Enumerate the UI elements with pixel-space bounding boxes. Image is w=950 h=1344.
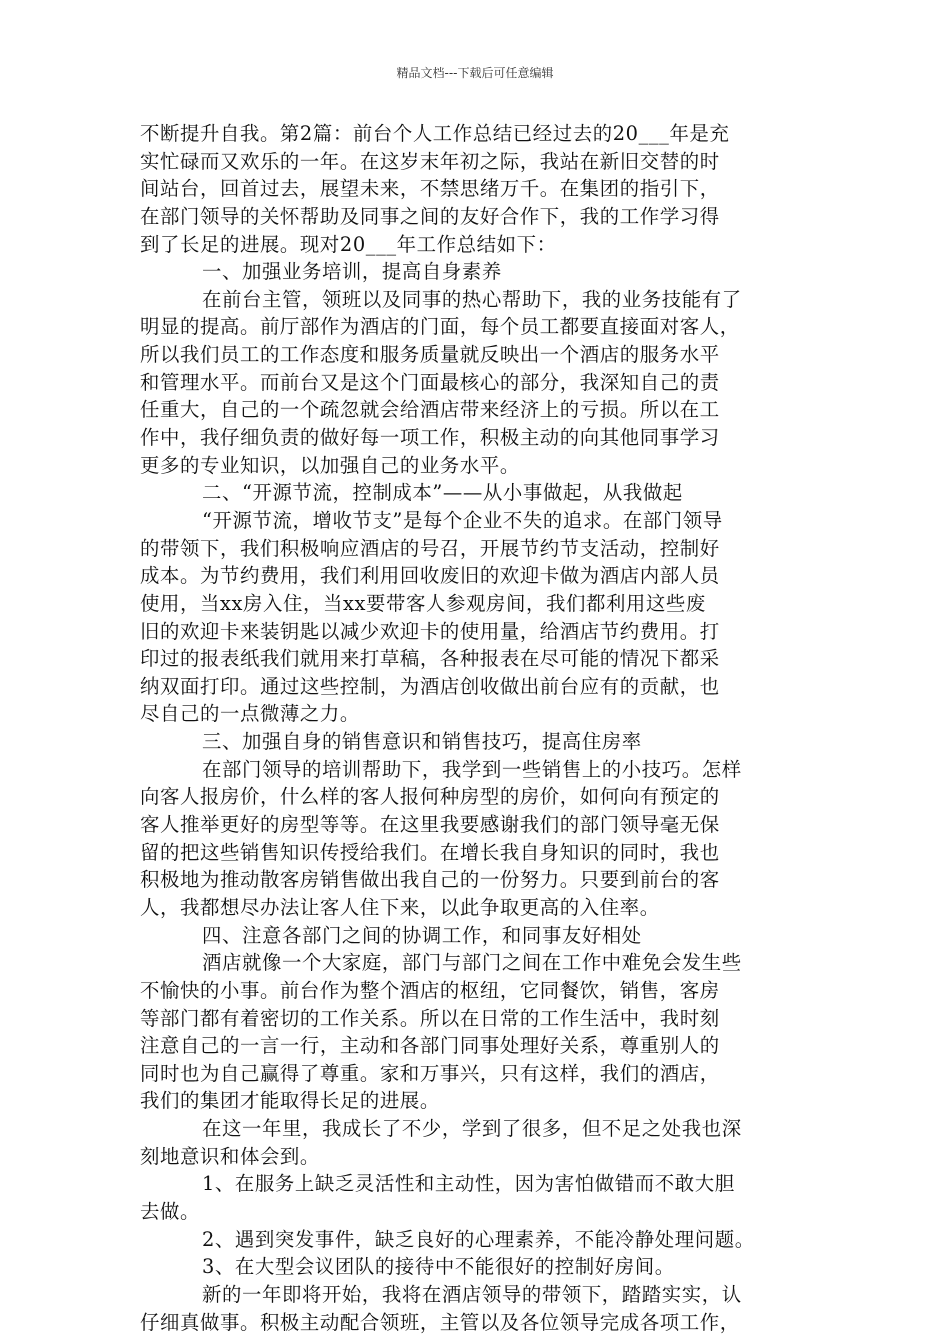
text-line: 明显的提高。前厅部作为酒店的门面，每个员工都要直接面对客人， <box>140 315 740 339</box>
section-heading-3: 三、加强自身的销售意识和销售技巧，提高住房率 <box>202 730 642 754</box>
text-line: 人，我都想尽办法让客人住下来，以此争取更高的入住率。 <box>140 895 660 919</box>
text-line: 新的一年即将开始，我将在酒店领导的带领下，踏踏实实，认 <box>202 1282 742 1306</box>
text-line: 和管理水平。而前台又是这个门面最核心的部分，我深知自己的责 <box>140 370 720 394</box>
text-line: 积极地为推动散客房销售做出我自己的一份努力。只要到前台的客 <box>140 868 720 892</box>
text-line: 在这一年里，我成长了不少，学到了很多，但不足之处我也深 <box>202 1117 742 1141</box>
text-line: 去做。 <box>140 1199 200 1223</box>
text-line: 旧的欢迎卡来装钥匙以减少欢迎卡的使用量，给酒店节约费用。打 <box>140 619 720 643</box>
text-line: 作中，我仔细负责的做好每一项工作，积极主动的向其他同事学习 <box>140 426 720 450</box>
text-line: 向客人报房价，什么样的客人报何种房型的房价，如何向有预定的 <box>140 785 720 809</box>
text-line: 的带领下，我们积极响应酒店的号召，开展节约节支活动，控制好 <box>140 536 720 560</box>
text-line: 在前台主管，领班以及同事的热心帮助下，我的业务技能有了 <box>202 287 742 311</box>
text-line: 注意自己的一言一行，主动和各部门同事处理好关系，尊重别人的 <box>140 1034 720 1058</box>
section-heading-1: 一、加强业务培训，提高自身素养 <box>202 260 502 284</box>
text-line: 所以我们员工的工作态度和服务质量就反映出一个酒店的服务水平 <box>140 343 720 367</box>
text-line: 等部门都有着密切的工作关系。所以在日常的工作生活中，我时刻 <box>140 1006 720 1030</box>
text-line: 我们的集团才能取得长足的进展。 <box>140 1089 440 1113</box>
text-line: 实忙碌而又欢乐的一年。在这岁末年初之际，我站在新旧交替的时 <box>140 149 720 173</box>
section-heading-4: 四、注意各部门之间的协调工作，和同事友好相处 <box>202 923 642 947</box>
document-body <box>140 120 820 1336</box>
text-line: 仔细真做事。积极主动配合领班，主管以及各位领导完成各项工作， <box>140 1310 740 1334</box>
text-line: 更多的专业知识，以加强自己的业务水平。 <box>140 453 520 477</box>
text-line: 留的把这些销售知识传授给我们。在增长我自身知识的同时，我也 <box>140 840 720 864</box>
text-line: 使用，当xx房入住，当xx要带客人参观房间，我们都利用这些废 <box>140 591 706 615</box>
text-line: 刻地意识和体会到。 <box>140 1144 320 1168</box>
text-line: 在部门领导的关怀帮助及同事之间的友好合作下，我的工作学习得 <box>140 204 720 228</box>
list-item-2: 2、遇到突发事件，缺乏良好的心理素养，不能冷静处理问题。 <box>202 1227 755 1251</box>
text-line: 任重大，自己的一个疏忽就会给酒店带来经济上的亏损。所以在工 <box>140 398 720 422</box>
text-line: 客人推举更好的房型等等。在这里我要感谢我们的部门领导毫无保 <box>140 813 720 837</box>
text-line: 间站台，回首过去，展望未来，不禁思绪万千。在集团的指引下， <box>140 177 720 201</box>
text-line: 到了长足的进展。现对20___年工作总结如下： <box>140 232 557 256</box>
text-line: 不断提升自我。第2篇：前台个人工作总结已经过去的20___年是充 <box>140 122 730 145</box>
list-item-3: 3、在大型会议团队的接待中不能很好的控制好房间。 <box>202 1255 675 1279</box>
text-line: 不愉快的小事。前台作为整个酒店的枢纽，它同餐饮，销售，客房 <box>140 978 720 1002</box>
text-line: 尽自己的一点微薄之力。 <box>140 702 360 726</box>
text-line: 成本。为节约费用，我们利用回收废旧的欢迎卡做为酒店内部人员 <box>140 564 720 588</box>
text-line: 印过的报表纸我们就用来打草稿，各种报表在尽可能的情况下都采 <box>140 647 720 671</box>
list-item-1: 1、在服务上缺乏灵活性和主动性，因为害怕做错而不敢大胆 <box>202 1172 735 1196</box>
text-line: 纳双面打印。通过这些控制，为酒店创收做出前台应有的贡献，也 <box>140 674 720 698</box>
page-header: 精品文档---下载后可任意编辑 <box>396 66 554 80</box>
text-line: “开源节流，增收节支”是每个企业不失的追求。在部门领导 <box>202 508 723 532</box>
text-line: 酒店就像一个大家庭，部门与部门之间在工作中难免会发生些 <box>202 951 742 975</box>
text-line: 在部门领导的培训帮助下，我学到一些销售上的小技巧。怎样 <box>202 757 742 781</box>
text-line: 同时也为自己赢得了尊重。家和万事兴，只有这样，我们的酒店， <box>140 1061 720 1085</box>
section-heading-2: 二、“开源节流，控制成本”——从小事做起，从我做起 <box>202 481 683 505</box>
